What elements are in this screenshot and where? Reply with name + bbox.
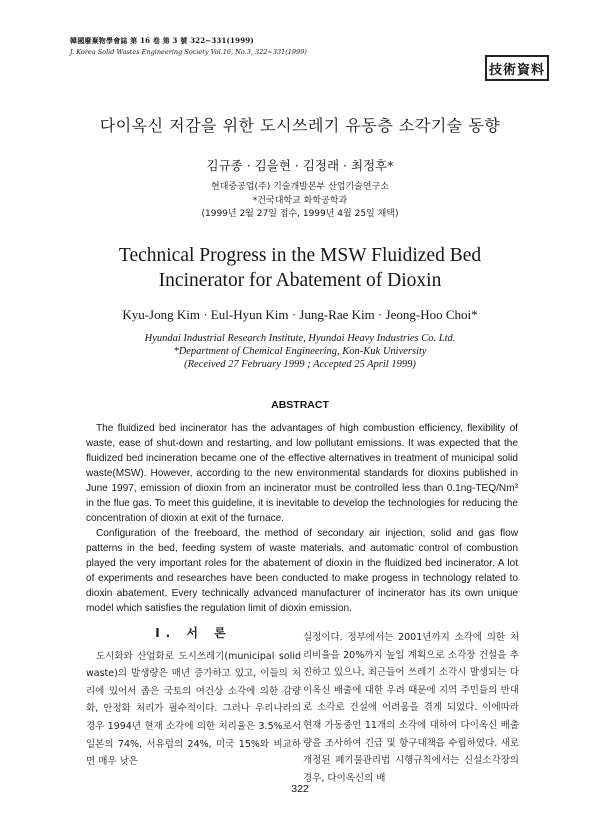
body-column-left <box>86 625 301 771</box>
journal-citation-korean: 韓國廢棄物學會誌 第 16 卷 第 3 號 322~331(1999) <box>70 36 254 45</box>
korean-affiliations <box>0 181 600 222</box>
introduction-text-right: 실정이다. 정부에서는 2001년까지 소각에 의한 처리비율을 20%까지 높일 계획으로 소각장 건설을 추진하고 있으나, 최근들어 쓰레기 소각시 발생되는 다이옥신 배출에 대한 우려 때문에 지역 주민들의 반대로 소각로 건설에 어려움을 겪게 되었다. 이에따라 현재 가동중인 11개의 소각에 대하여 다이옥신 배출량을 조사하여 긴급 및 항구대책을 수립하였다. 새로 개정된 폐기물관리법 시행규칙에서는 신설소각장의 경우, 다이옥신의 배 <box>303 632 519 784</box>
abstract-paragraph-2: Configuration of the freeboard, the method of secondary air injection, solid and gas flow patterns in the bed, feeding system of waste materials, and automatic control of combustion played the very important roles for the abatement of dioxin in the fluidized bed incinerator. A lot of experiments and researches have been conducted to make progess in technology related to dioxin abatement. Every technically advanced manufacturer of incinerator has its own unique model which satisfies the regulation limit of dioxin emission. <box>86 528 518 614</box>
english-affiliation-1: Hyundai Industrial Research Institute, Hyundai Heavy Industries Co. Ltd. <box>144 333 456 344</box>
english-authors: Kyu-Jong Kim · Eul-Hyun Kim · Jung-Rae Kim · Jeong-Hoo Choi* <box>122 307 478 322</box>
page-number: 322 <box>291 783 309 795</box>
korean-dates: (1999년 2월 27일 접수, 1999년 4월 25일 채택) <box>201 209 399 219</box>
english-affiliations <box>0 332 600 372</box>
korean-affiliation-1: 현대중공업(주) 기술개발본부 산업기술연구소 <box>211 182 389 192</box>
english-title <box>0 243 600 293</box>
abstract-heading: ABSTRACT <box>271 399 329 411</box>
english-dates: (Received 27 February 1999 ; Accepted 25 April 1999) <box>184 359 416 371</box>
korean-affiliation-2: *건국대학교 화학공학과 <box>252 195 348 206</box>
abstract-body <box>86 421 518 616</box>
korean-title: 다이옥신 저감을 위한 도시쓰레기 유동층 소각기술 동향 <box>99 116 501 135</box>
introduction-text-left: 도시화와 산업화로 도시쓰레기(municipal solid waste)의 발생량은 매년 증가하고 있고, 이들의 처리에 있어서 좁은 국토의 여건상 소각에 의한 감량화, 안정화 처리가 필수적이다. 그러나 우리나라의 경우 1994년 현재 소각에 의한 처리율은 3.5%로서 일본의 74%, 서유럽의 24%, 미국 15%와 비교하면 매우 낮은 <box>86 650 301 768</box>
category-tag: 技術資料 <box>485 55 549 81</box>
korean-authors: 김규종 · 김을현 · 김정래 · 최정후* <box>206 158 394 173</box>
english-title-line-2: Incinerator for Abatement of Dioxin <box>158 270 442 291</box>
abstract-paragraph-1: The fluidized bed incinerator has the advantages of high combustion efficiency, flexibility of waste, ease of shut-down and restarting, and low pollutant emissions. It was expected that the fluidized bed incineration became one of the effective alternatives in treatment of municipal solid waste(MSW). However, according to the new environmental standards for dioxins published in June 1997, emission of dioxin from an incinerator must be controlled less than 0.1ng-TEQ/Nm³ in the flue gas. To meet this guideline, it is inevitable to develop the technologies for reducing the concentration of dioxin at exit of the furnace. <box>86 423 518 524</box>
english-affiliation-2: *Department of Chemical Engineering, Kon-Kuk University <box>173 346 427 358</box>
journal-citation-english: J. Korea Solid Wastes Engineering Society Vol.16, No.3, 322~331(1999) <box>70 48 307 56</box>
body-column-right <box>303 629 519 787</box>
journal-header <box>70 36 400 56</box>
section-heading-introduction: Ⅰ. 서 론 <box>155 626 232 640</box>
english-title-line-1: Technical Progress in the MSW Fluidized Bed <box>118 245 482 266</box>
